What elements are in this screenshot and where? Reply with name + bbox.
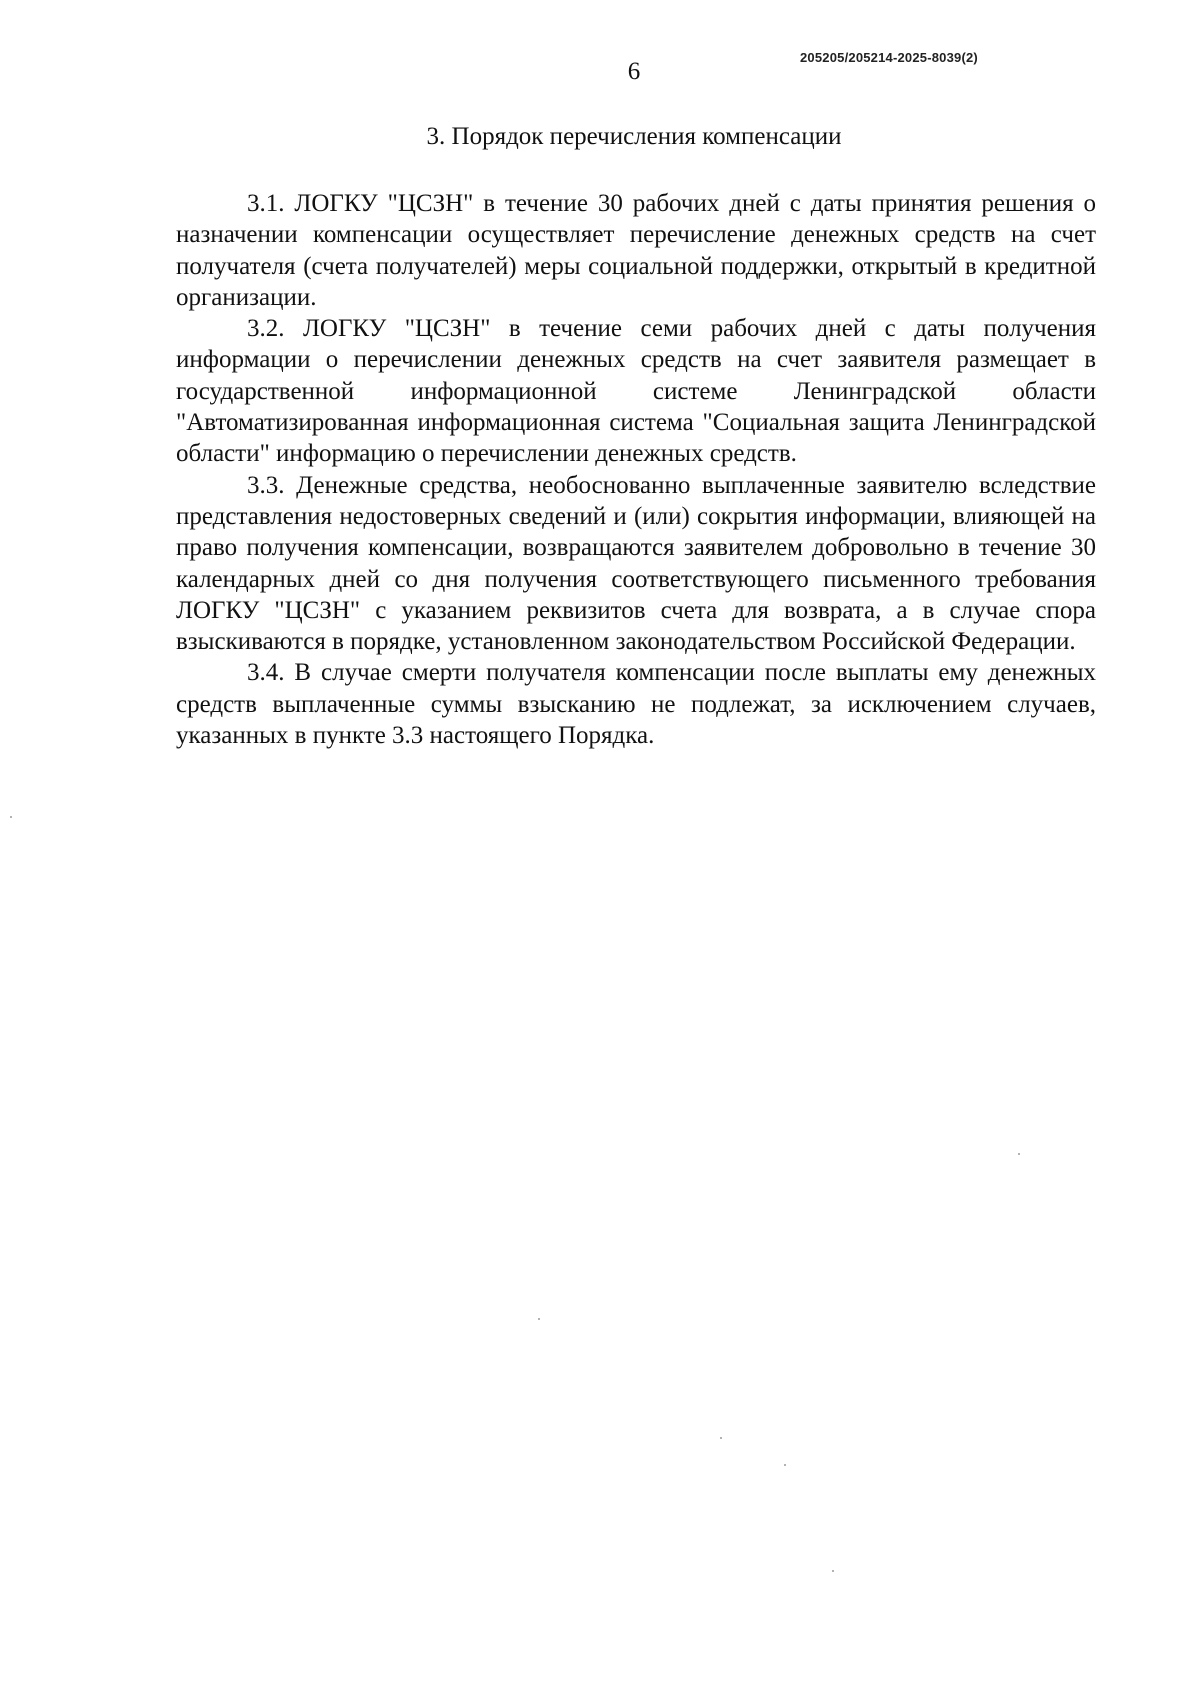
section-title: 3. Порядок перечисления компенсации [426, 123, 842, 150]
scan-speck [784, 1464, 786, 1466]
scan-speck [720, 1437, 722, 1439]
section-body [176, 188, 1096, 751]
paragraph-3-1: 3.1. ЛОГКУ "ЦСЗН" в течение 30 рабочих дней с даты принятия решения о назначении компенсации осуществляет перечисление денежных средств на счет получателя (счета получателей) меры социальной поддержки, открытый в кредитной организации. [176, 190, 1096, 311]
scan-speck [538, 1318, 540, 1320]
paragraph-3-2: 3.2. ЛОГКУ "ЦСЗН" в течение семи рабочих дней с даты получения информации о перечислении денежных средств на счет заявителя размещает в государственной информационной системе Ленинградской области "Автоматизированная информационная система "Социальная защита Ленинградской области" информацию о перечислении денежных средств. [176, 315, 1096, 468]
scan-speck [10, 816, 12, 818]
paragraph-3-3: 3.3. Денежные средства, необоснованно выплаченные заявителю вследствие представления недостоверных сведений и (или) сокрытия информации, влияющей на право получения компенсации, возвращаются заявителем добровольно в течение 30 календарных дней со дня получения соответствующего письменного требования ЛОГКУ "ЦСЗН" с указанием реквизитов счета для возврата, а в случае спора взыскиваются в порядке, установленном законодательством Российской Федерации. [176, 471, 1096, 656]
scan-speck [832, 1570, 834, 1572]
scan-speck [1018, 1153, 1020, 1155]
page-number: 6 [627, 58, 641, 85]
paragraph-3-4: 3.4. В случае смерти получателя компенсации после выплаты ему денежных средств выплаченные суммы взысканию не подлежат, за исключением случаев, указанных в пункте 3.3 настоящего Порядка. [176, 659, 1096, 750]
document-id: 205205/205214-2025-8039(2) [800, 50, 978, 65]
